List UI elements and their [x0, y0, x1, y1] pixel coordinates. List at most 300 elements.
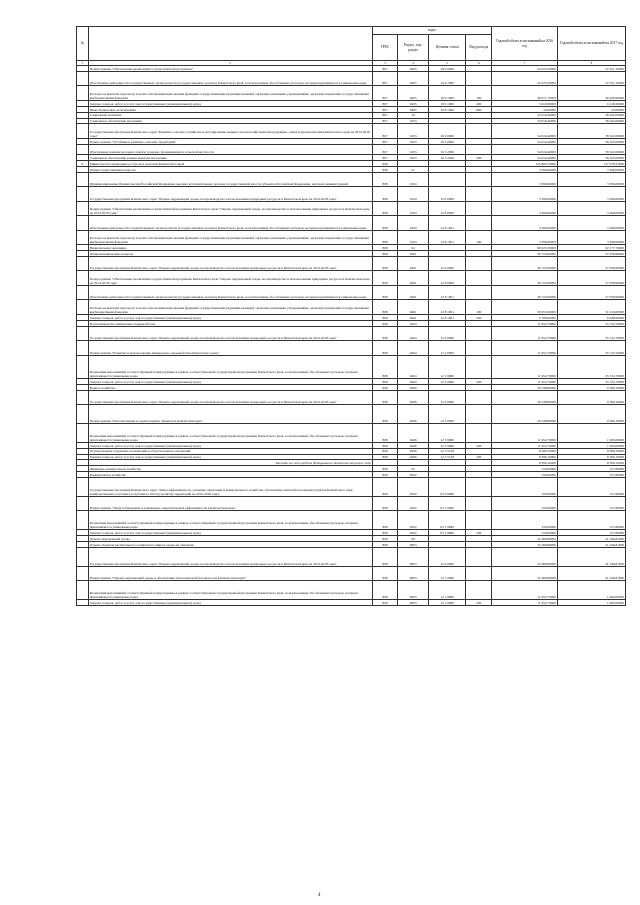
row-vr-cell: [466, 581, 492, 600]
row-sum-2016-cell: 5 768,00000: [492, 314, 558, 320]
row-cs-cell: 12 8 1001: [428, 230, 466, 245]
row-vr-cell: [466, 144, 492, 154]
row-sum-2016-cell: 11 952,70000: [492, 442, 558, 448]
row-name-cell: Расходы за счет средств федерального бюджета текущего года: [88, 460, 372, 466]
row-name-cell: Закупка товаров, работ и услуг для государственных (муниципальных) нужд: [88, 599, 372, 605]
row-sum-2017-cell: 1 000,00000: [557, 581, 625, 600]
row-razdel-cell: 1003: [398, 155, 428, 161]
row-razdel-cell: 0406: [398, 454, 428, 460]
row-number-cell: [77, 230, 89, 245]
table-row: [77, 256, 626, 271]
row-vr-cell: 100: [466, 230, 492, 245]
row-number-cell: [77, 355, 89, 378]
row-grbs-cell: 808: [372, 245, 398, 251]
row-grbs-cell: 808: [372, 355, 398, 378]
header-name: [88, 27, 372, 61]
row-cs-cell: 05 1 9999: [428, 511, 466, 530]
row-vr-cell: [466, 423, 492, 442]
table-row: [77, 423, 626, 442]
row-razdel-cell: 05: [398, 466, 428, 472]
row-grbs-cell: 808: [372, 320, 398, 326]
table-row: [77, 405, 626, 424]
row-number-cell: [77, 144, 89, 154]
row-vr-cell: 300: [466, 155, 492, 161]
row-razdel-cell: 0104: [398, 230, 428, 245]
row-sum-2016-cell: 34 616,40000: [492, 124, 558, 139]
row-sum-2017-cell: 127 578,31000: [557, 160, 625, 166]
row-grbs-cell: 807: [372, 155, 398, 161]
row-sum-2016-cell: 20 348,80000: [492, 390, 558, 405]
row-razdel-cell: 0104: [398, 201, 428, 216]
index-cell: 7: [492, 61, 558, 66]
table-row: [77, 285, 626, 300]
row-name-cell: Общеэкономические вопросы: [88, 251, 372, 257]
budget-table: [76, 26, 626, 606]
row-vr-cell: 200: [466, 454, 492, 460]
row-cs-cell: 05 1 9999: [428, 530, 466, 536]
row-cs-cell: 12 2 9999: [428, 355, 466, 378]
row-razdel-cell: 0406: [398, 423, 428, 442]
row-grbs-cell: 808: [372, 496, 398, 511]
row-sum-2017-cell: 38 162,00000: [557, 155, 625, 161]
row-number-cell: [77, 511, 89, 530]
row-name-cell: Расходы на выплаты персоналу в целях обеспечения выполнения функций государственными (муниципальными) органами, казенными учреждениями, органами управления государственными внебюджетными фондами: [88, 300, 372, 315]
row-sum-2017-cell: 157,80000: [557, 511, 625, 530]
row-razdel-cell: 1003: [398, 124, 428, 139]
row-name-cell: Обеспечение деятельности государственных органов власти (государственных органов) Камчатского края, за исключением обособленных расходов, которым присваиваются уникальные коды: [88, 285, 372, 300]
table-row: [77, 230, 626, 245]
row-name-cell: Закупка товаров, работ и услуг для государственных (муниципальных) нужд: [88, 454, 372, 460]
row-sum-2017-cell: 46 260,90000: [557, 86, 625, 101]
row-sum-2016-cell: 11 952,70000: [492, 326, 558, 341]
row-grbs-cell: 807: [372, 124, 398, 139]
row-cs-cell: 16 9 1000: [428, 100, 466, 106]
table-row: [77, 144, 626, 154]
row-razdel-cell: 1003: [398, 118, 428, 124]
row-sum-2016-cell: 52 469,80000: [492, 536, 558, 542]
row-cs-cell: 05 0 0000: [428, 478, 466, 497]
row-sum-2017-cell: 6 048,90000: [557, 314, 625, 320]
row-sum-2017-cell: 38 162,00000: [557, 124, 625, 139]
row-grbs-cell: 808: [372, 566, 398, 581]
row-sum-2017-cell: 41 546,81000: [557, 547, 625, 566]
row-sum-2016-cell: 34 616,40000: [492, 138, 558, 144]
row-razdel-cell: 1003: [398, 144, 428, 154]
row-sum-2017-cell: 37 058,90000: [557, 285, 625, 300]
row-sum-2016-cell: 8 396,10000: [492, 448, 558, 454]
row-sum-2017-cell: 38 162,00000: [557, 144, 625, 154]
row-razdel-cell: 0405: [398, 86, 428, 101]
row-name-cell: Подпрограмма "Устойчивое развитие сельских территорий": [88, 138, 372, 144]
row-vr-cell: 200: [466, 599, 492, 605]
row-grbs-cell: 807: [372, 112, 398, 118]
row-razdel-cell: 0406: [398, 405, 428, 424]
table-row: [77, 547, 626, 566]
row-sum-2017-cell: 3 396,00000: [557, 230, 625, 245]
row-sum-2016-cell: 52 469,80000: [492, 547, 558, 566]
row-grbs-cell: 807: [372, 86, 398, 101]
row-cs-cell: 16 5 2036: [428, 155, 466, 161]
row-number-cell: [77, 124, 89, 139]
row-vr-cell: [466, 71, 492, 86]
row-number-cell: [77, 547, 89, 566]
row-vr-cell: [466, 390, 492, 405]
row-cs-cell: 12 3 5128: [428, 448, 466, 454]
row-name-cell: Подпрограмма "Охрана окружающей среды и обеспечение экологической безопасности в Камчатском крае": [88, 566, 372, 581]
row-sum-2017-cell: 35 722,70000: [557, 326, 625, 341]
row-name-cell: Обеспечение деятельности государственных органов власти (государственных органов) Камчатского края, за исключением обособленных расходов, которым присваиваются уникальные коды: [88, 71, 372, 86]
table-row: [77, 187, 626, 202]
row-vr-cell: [466, 341, 492, 356]
row-name-cell: Государственная программа Камчатского края "Охрана окружающей среды, воспроизводство и использование природных ресурсов в Камчатском крае на 2014-2018 годы": [88, 390, 372, 405]
row-number-cell: [77, 478, 89, 497]
index-cell: 4: [398, 61, 428, 66]
row-sum-2017-cell: 35 722,70000: [557, 355, 625, 378]
row-sum-2016-cell: 36 723,60000: [492, 256, 558, 271]
header-razdel: Раздел, под- раздел: [398, 35, 428, 61]
row-sum-2016-cell: 3 396,00000: [492, 230, 558, 245]
header-codes: коды: [372, 27, 492, 35]
row-sum-2016-cell: 11 952,70000: [492, 378, 558, 384]
row-name-cell: Обеспечение деятельности государственных органов власти (государственных органов) Камчатского края, за исключением обособленных расходов, которым присваиваются уникальные коды: [88, 216, 372, 231]
row-sum-2016-cell: 11 952,70000: [492, 599, 558, 605]
row-sum-2017-cell: 41 546,81000: [557, 541, 625, 547]
row-grbs-cell: 808: [372, 300, 398, 315]
row-vr-cell: [466, 405, 492, 424]
row-sum-2016-cell: 36 723,60000: [492, 271, 558, 286]
row-cs-cell: 12 0 0000: [428, 547, 466, 566]
row-cs-cell: 12 8 1001: [428, 314, 466, 320]
row-grbs-cell: 807: [372, 118, 398, 124]
row-sum-2016-cell: 46 071,70000: [492, 86, 558, 101]
row-sum-2017-cell: 31 010,00000: [557, 300, 625, 315]
row-name-cell: Государственная программа Камчатского края "Энергоэффективность, развитие энергетики и коммунального хозяйства, обеспечение жителей населенных пунктов Камчатского края коммунальными услугами и услугами по благоустройству территорий на 2014-2018 годы": [88, 478, 372, 497]
row-grbs-cell: 808: [372, 472, 398, 478]
row-grbs-cell: 808: [372, 536, 398, 542]
row-razdel-cell: 0502: [398, 478, 428, 497]
row-sum-2016-cell: 11 952,70000: [492, 423, 558, 442]
row-vr-cell: 200: [466, 378, 492, 384]
row-razdel-cell: 0406: [398, 384, 428, 390]
row-number-cell: [77, 496, 89, 511]
row-number-cell: [77, 390, 89, 405]
row-number-cell: [77, 566, 89, 581]
row-grbs-cell: 807: [372, 71, 398, 86]
row-sum-2017-cell: 1 000,00000: [557, 599, 625, 605]
row-grbs-cell: 808: [372, 581, 398, 600]
page-number: 4: [318, 893, 321, 898]
row-sum-2017-cell: 3 396,00000: [557, 172, 625, 187]
row-number-cell: [77, 341, 89, 356]
row-vr-cell: 100: [466, 300, 492, 315]
row-razdel-cell: 0401: [398, 271, 428, 286]
row-name-cell: Закупка товаров, работ и услуг для государственных (муниципальных) нужд: [88, 442, 372, 448]
row-name-cell: Государственная программа Камчатского края "Охрана окружающей среды, воспроизводство и использование природных ресурсов в Камчатском крае на 2014-2018 годы": [88, 326, 372, 341]
row-sum-2017-cell: 3 396,00000: [557, 187, 625, 202]
table-row: [77, 86, 626, 101]
row-sum-2016-cell: 3 396,00000: [492, 172, 558, 187]
row-grbs-cell: 808: [372, 384, 398, 390]
row-vr-cell: [466, 201, 492, 216]
table-row: [77, 390, 626, 405]
row-name-cell: Реализация мероприятий соответствующей подпрограммы в рамках соответствующей государственной программы Камчатского края, за исключением обособленных расходов, которым присваиваются уникальные коды: [88, 423, 372, 442]
row-sum-2016-cell: 34 616,40000: [492, 112, 558, 118]
row-name-cell: Подпрограмма "Энергосбережение и повышение энергетической эффективности в Камчатском крае": [88, 496, 372, 511]
table-row: [77, 566, 626, 581]
row-sum-2017-cell: 157,80000: [557, 530, 625, 536]
row-vr-cell: [466, 285, 492, 300]
row-sum-2017-cell: 1 000,00000: [557, 442, 625, 448]
row-cs-cell: 12 8 0000: [428, 271, 466, 286]
row-name-cell: Закупка товаров, работ и услуг для государственных (муниципальных) нужд: [88, 378, 372, 384]
row-vr-cell: 200: [466, 442, 492, 448]
row-sum-2017-cell: 9 396,10000: [557, 405, 625, 424]
row-sum-2016-cell: 150,00000: [492, 472, 558, 478]
row-name-cell: Закупка товаров, работ и услуг для государственных (муниципальных) нужд: [88, 530, 372, 536]
row-name-cell: Реализация мероприятий соответствующей подпрограммы в рамках соответствующей государственной программы Камчатского края, за исключением обособленных расходов, которым присваиваются уникальные коды: [88, 511, 372, 530]
row-name-cell: Функционирование Правительства Российской Федерации, высших исполнительных органов государственной власти субъектов Российской Федерации, местных администраций: [88, 172, 372, 187]
row-name-cell: Подпрограмма "Развитие и использование минерально-сырьевой базы Камчатского края": [88, 341, 372, 356]
row-grbs-cell: 808: [372, 160, 398, 166]
row-grbs-cell: 808: [372, 454, 398, 460]
row-number-cell: [77, 271, 89, 286]
index-cell: 2: [88, 61, 372, 66]
row-sum-2017-cell: 157,80000: [557, 496, 625, 511]
row-number-cell: [77, 326, 89, 341]
row-sum-2017-cell: 8 396,10000: [557, 454, 625, 460]
row-sum-2016-cell: 52 025,50000: [492, 66, 558, 72]
row-vr-cell: [466, 566, 492, 581]
row-razdel-cell: 0405: [398, 100, 428, 106]
row-sum-2017-cell: 35 722,70000: [557, 320, 625, 326]
row-grbs-cell: 808: [372, 378, 398, 384]
row-grbs-cell: 808: [372, 187, 398, 202]
row-grbs-cell: 808: [372, 166, 398, 172]
row-number-cell: [77, 71, 89, 86]
row-name-cell: Коммунальное хозяйство: [88, 472, 372, 478]
header-sum-2016: Годовой объем ассигнований на 2016 год: [492, 27, 558, 61]
index-cell: 6: [466, 61, 492, 66]
row-sum-2017-cell: 3 396,00000: [557, 166, 625, 172]
row-cs-cell: 12 3 9999: [428, 442, 466, 448]
row-name-cell: Расходы на выплаты персоналу в целях обеспечения выполнения функций государственными (муниципальными) органами, казенными учреждениями, органами управления государственными внебюджетными фондами: [88, 86, 372, 101]
row-sum-2016-cell: 150,00000: [492, 478, 558, 497]
row-name-cell: Подпрограмма "Использование и охрана водных объектов в Камчатском крае": [88, 405, 372, 424]
row-sum-2016-cell: 34,00000: [492, 106, 558, 112]
row-name-cell: Подпрограмма "Обеспечение реализации государственной программы Камчатского края "Охрана окружающей среды, воспроизводство и использование природных ресурсов в Камчатском крае на 2014-2018 годы": [88, 271, 372, 286]
row-cs-cell: 12 3 9999: [428, 423, 466, 442]
row-grbs-cell: 808: [372, 341, 398, 356]
row-grbs-cell: 808: [372, 285, 398, 300]
row-vr-cell: 200: [466, 100, 492, 106]
row-razdel-cell: 0603: [398, 566, 428, 581]
row-sum-2016-cell: 20 348,80000: [492, 405, 558, 424]
row-razdel-cell: 0406: [398, 448, 428, 454]
row-number-cell: [77, 256, 89, 271]
row-razdel-cell: 0404: [398, 320, 428, 326]
row-grbs-cell: 808: [372, 256, 398, 271]
row-sum-2016-cell: 20 348,80000: [492, 384, 558, 390]
row-vr-cell: 800: [466, 106, 492, 112]
row-sum-2016-cell: 11 952,70000: [492, 320, 558, 326]
row-sum-2016-cell: 3 396,00000: [492, 166, 558, 172]
row-grbs-cell: 808: [372, 547, 398, 566]
row-cs-cell: 12 1 9999: [428, 599, 466, 605]
row-name-cell: Государственная программа Камчатского края "Охрана окружающей среды, воспроизводство и использование природных ресурсов в Камчатском крае на 2014-2018 годы": [88, 187, 372, 202]
row-sum-2016-cell: 150,00000: [492, 511, 558, 530]
row-sum-2016-cell: 8 396,10000: [492, 454, 558, 460]
row-grbs-cell: 807: [372, 138, 398, 144]
row-name-cell: Подпрограмма "Обеспечение реализации государственной программы Камчатского края "Охрана окружающей среды, воспроизводство и использование природных ресурсов в Камчатском крае на 2014-2018 годы": [88, 201, 372, 216]
row-cs-cell: 16 5 0000: [428, 138, 466, 144]
row-cs-cell: 12 2 0000: [428, 341, 466, 356]
table-row: [77, 496, 626, 511]
row-razdel-cell: 0404: [398, 378, 428, 384]
row-name-cell: Министерство природных ресурсов и экологии Камчатского края: [88, 160, 372, 166]
row-name-cell: Государственная программа Камчатского края "Охрана окружающей среды, воспроизводство и использование природных ресурсов в Камчатском крае на 2014-2018 годы": [88, 547, 372, 566]
row-vr-cell: [466, 271, 492, 286]
table-row: [77, 300, 626, 315]
row-grbs-cell: 808: [372, 172, 398, 187]
row-grbs-cell: 808: [372, 478, 398, 497]
table-row: [77, 478, 626, 497]
row-razdel-cell: 1003: [398, 138, 428, 144]
row-vr-cell: [466, 496, 492, 511]
row-vr-cell: [466, 256, 492, 271]
table-row: [77, 201, 626, 216]
row-number-cell: [77, 405, 89, 424]
row-sum-2016-cell: 150,00000: [492, 466, 558, 472]
row-number-cell: [77, 201, 89, 216]
row-grbs-cell: 808: [372, 448, 398, 454]
row-name-cell: Закупка товаров, работ и услуг для государственных (муниципальных) нужд: [88, 100, 372, 106]
row-grbs-cell: 808: [372, 599, 398, 605]
index-cell: 8: [557, 61, 625, 66]
row-grbs-cell: 808: [372, 326, 398, 341]
row-name-cell: Государственная программа Камчатского края "Развитие сельского хозяйства и регулирование рынков сельскохозяйственной продукции, сырья и продовольствия Камчатского края на 2014-2018 годы": [88, 124, 372, 139]
row-grbs-cell: 808: [372, 314, 398, 320]
row-sum-2017-cell: 38 162,00000: [557, 138, 625, 144]
row-razdel-cell: 0502: [398, 511, 428, 530]
row-name-cell: Общегосударственные вопросы: [88, 166, 372, 172]
row-name-cell: Воспроизводство минерально-сырьевой базы: [88, 320, 372, 326]
row-name-cell: Жилищно-коммунальное хозяйство: [88, 466, 372, 472]
table-row: [77, 172, 626, 187]
row-cs-cell: 12 8 1001: [428, 300, 466, 315]
row-razdel-cell: 0401: [398, 314, 428, 320]
row-sum-2017-cell: 37 058,90000: [557, 256, 625, 271]
row-number-cell: [77, 581, 89, 600]
row-razdel-cell: 0104: [398, 187, 428, 202]
row-cs-cell: 12 1 9999: [428, 581, 466, 600]
row-vr-cell: [466, 172, 492, 187]
row-number-cell: [77, 300, 89, 315]
row-name-cell: Охрана объектов растительного и животного мира и среды их обитания: [88, 541, 372, 547]
row-razdel-cell: 01: [398, 166, 428, 172]
row-vr-cell: 200: [466, 314, 492, 320]
row-razdel-cell: 0104: [398, 172, 428, 187]
row-sum-2016-cell: 5 919,80000: [492, 100, 558, 106]
budget-sheet: [76, 26, 626, 606]
row-cs-cell: 12 0 0000: [428, 256, 466, 271]
row-sum-2017-cell: 6 218,20000: [557, 100, 625, 106]
table-row: [77, 599, 626, 605]
row-sum-2017-cell: 37 058,90000: [557, 251, 625, 257]
row-name-cell: Обеспечение жильем молодых семей и граждан, проживающих в сельской местности: [88, 144, 372, 154]
header-sum-2017: Годовой объем ассигнований на 2017 год: [557, 27, 625, 61]
row-vr-cell: [466, 547, 492, 566]
row-name-cell: Охрана окружающей среды: [88, 536, 372, 542]
row-grbs-cell: 807: [372, 144, 398, 154]
row-vr-cell: [466, 478, 492, 497]
row-sum-2017-cell: 37 058,90000: [557, 271, 625, 286]
row-razdel-cell: 04: [398, 245, 428, 251]
row-sum-2016-cell: 3 396,00000: [492, 201, 558, 216]
row-number-cell: [77, 86, 89, 101]
row-razdel-cell: 0502: [398, 472, 428, 478]
row-number-cell: [77, 285, 89, 300]
row-grbs-cell: 808: [372, 442, 398, 448]
budget-table-body: [77, 66, 626, 606]
header-vr: Вид расхода: [466, 35, 492, 61]
row-sum-2017-cell: 38 162,00000: [557, 112, 625, 118]
table-row: [77, 326, 626, 341]
row-razdel-cell: 0603: [398, 547, 428, 566]
table-row: [77, 511, 626, 530]
row-razdel-cell: 10: [398, 112, 428, 118]
row-sum-2017-cell: 9 396,10000: [557, 384, 625, 390]
row-grbs-cell: 808: [372, 201, 398, 216]
row-razdel-cell: 0404: [398, 355, 428, 378]
row-number-cell: [77, 172, 89, 187]
index-cell: 3: [372, 61, 398, 66]
row-grbs-cell: 808: [372, 390, 398, 405]
row-sum-2017-cell: 3 396,00000: [557, 216, 625, 231]
header-grbs: ГРБС: [372, 35, 398, 61]
table-row: [77, 355, 626, 378]
header-cs: Целевая статья: [428, 35, 466, 61]
row-sum-2017-cell: 8 396,10000: [557, 448, 625, 454]
row-name-cell: Осуществление отдельных полномочий в области водных отношений: [88, 448, 372, 454]
row-cs-cell: 12 8 1001: [428, 216, 466, 231]
row-vr-cell: 200: [466, 530, 492, 536]
row-razdel-cell: 0603: [398, 581, 428, 600]
row-name-cell: Иные бюджетные ассигнования: [88, 106, 372, 112]
row-sum-2016-cell: 34 616,40000: [492, 118, 558, 124]
row-name-cell: Реализация мероприятий соответствующей подпрограммы в рамках соответствующей государственной программы Камчатского края, за исключением обособленных расходов, которым присваиваются уникальные коды: [88, 355, 372, 378]
row-vr-cell: [466, 216, 492, 231]
row-vr-cell: [466, 326, 492, 341]
row-sum-2017-cell: 41 546,81000: [557, 566, 625, 581]
row-grbs-cell: 808: [372, 511, 398, 530]
row-razdel-cell: 0405: [398, 71, 428, 86]
row-cs-cell: 05 1 0000: [428, 496, 466, 511]
row-name-cell: Водное хозяйство: [88, 384, 372, 390]
row-razdel-cell: 0603: [398, 541, 428, 547]
row-number-cell: [77, 187, 89, 202]
row-sum-2016-cell: 3 396,00000: [492, 216, 558, 231]
row-name-cell: Национальная экономика: [88, 245, 372, 251]
row-sum-2016-cell: 11 952,70000: [492, 341, 558, 356]
row-sum-2016-cell: 69 025,30000: [492, 245, 558, 251]
row-name-cell: Государственная программа Камчатского края "Охрана окружающей среды, воспроизводство и использование природных ресурсов в Камчатском крае на 2014-2018 годы": [88, 256, 372, 271]
row-razdel-cell: 0406: [398, 390, 428, 405]
row-razdel-cell: 0401: [398, 285, 428, 300]
row-sum-2016-cell: 11 952,70000: [492, 355, 558, 378]
table-row: [77, 71, 626, 86]
row-sum-2017-cell: 1 000,00000: [557, 423, 625, 442]
row-sum-2016-cell: 52 025,50000: [492, 71, 558, 86]
